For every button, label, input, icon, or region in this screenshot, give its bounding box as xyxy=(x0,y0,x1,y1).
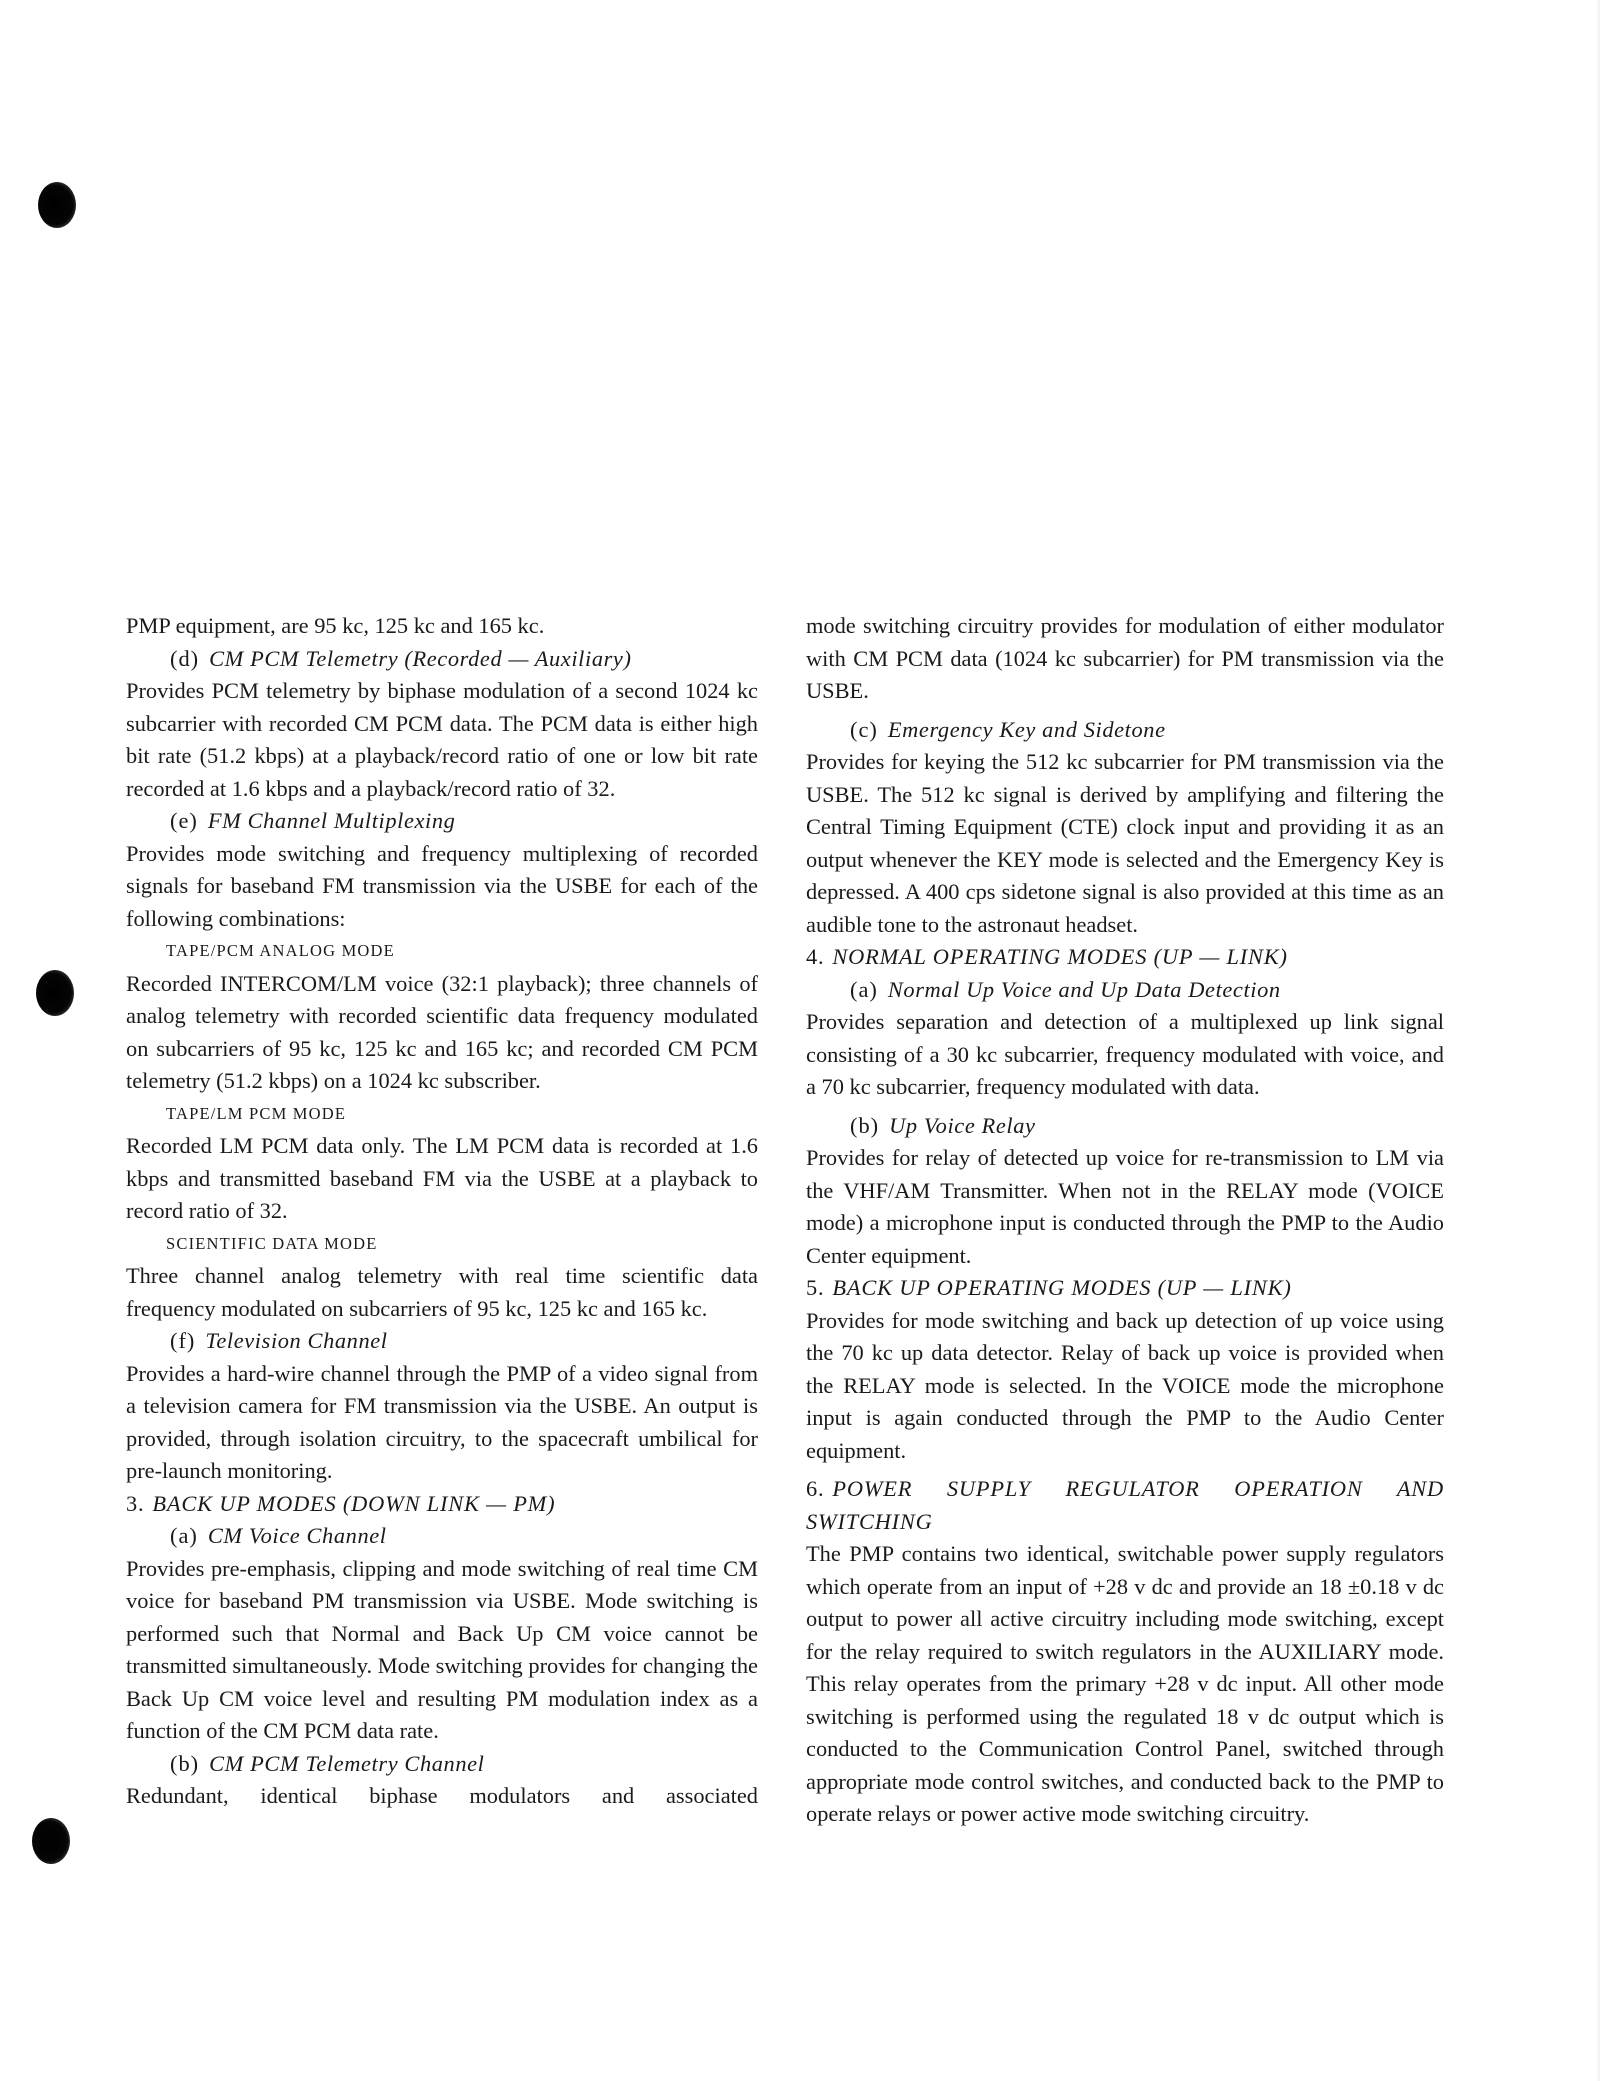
mode-heading-scientific-data: SCIENTIFIC DATA MODE xyxy=(166,1233,378,1253)
right-column xyxy=(806,610,1444,1831)
paragraph-3b-continued: mode switching circuitry provides for modulation of either modulator with CM PCM data (1024 kc subcarrier) for PM transmission via the USBE. xyxy=(806,613,1444,703)
mode-heading-tape-pcm-analog: TAPE/PCM ANALOG MODE xyxy=(166,941,395,960)
section-heading-4 xyxy=(806,941,1444,974)
subsection-heading-4a xyxy=(806,974,1444,1007)
subsection-heading-3c xyxy=(806,714,1444,747)
subsection-label: (a) xyxy=(850,976,878,1002)
binder-hole-bottom xyxy=(32,1818,70,1864)
subsection-heading-f xyxy=(126,1325,758,1358)
subsection-heading-3b xyxy=(126,1748,758,1781)
left-column xyxy=(126,610,758,1813)
subsection-title: Television Channel xyxy=(205,1328,388,1353)
section-number: 6. xyxy=(806,1476,825,1501)
section-number: 3. xyxy=(126,1490,145,1516)
paragraph-4a: Provides separation and detection of a multiplexed up link signal consisting of a 30 kc subcarrier, frequency modulated with voice, and a 70 kc subcarrier, frequency modulated with data. xyxy=(806,1009,1444,1099)
subsection-label: (d) xyxy=(170,645,200,671)
intro-line: PMP equipment, are 95 kc, 125 kc and 165 kc. xyxy=(126,613,545,638)
subsection-title: CM Voice Channel xyxy=(207,1523,387,1548)
paragraph-scientific-data: Three channel analog telemetry with real time scientific data frequency modulated on subcarriers of 95 kc, 125 kc and 165 kc. xyxy=(126,1263,758,1321)
subsection-heading-4b xyxy=(806,1110,1444,1143)
paragraph-tape-pcm-analog: Recorded INTERCOM/LM voice (32:1 playback); three channels of analog telemetry with recorded scientific data frequency modulated on subcarriers of 95 kc, 125 kc and 165 kc; and recorded CM PCM telemetry (51.2 kbps) on a 1024 kc subscriber. xyxy=(126,970,758,1093)
page-edge xyxy=(1596,0,1600,2081)
paragraph-5: Provides for mode switching and back up detection of up voice using the 70 kc up data detector. Relay of back up voice is provided when the RELAY mode is selected. In the VOICE mode the microphone input is again conducted through the PMP to the Audio Center equipment. xyxy=(806,1307,1444,1463)
subsection-label: (b) xyxy=(170,1750,200,1776)
subsection-heading-e xyxy=(126,805,758,838)
section-heading-6 xyxy=(806,1473,1444,1538)
section-number: 4. xyxy=(806,944,825,969)
subsection-label: (b) xyxy=(850,1112,880,1138)
subsection-title: Emergency Key and Sidetone xyxy=(887,716,1166,742)
section-number: 5. xyxy=(806,1275,825,1300)
mode-heading-tape-lm-pcm: TAPE/LM PCM MODE xyxy=(166,1103,347,1123)
paragraph-4b: Provides for relay of detected up voice for re-transmission to LM via the VHF/AM Transmitter. When not in the RELAY mode (VOICE mode) a microphone input is conducted through the PMP to the Audio Center equipment. xyxy=(806,1145,1444,1268)
paragraph-tape-lm-pcm: Recorded LM PCM data only. The LM PCM data is recorded at 1.6 kbps and transmitted baseband FM via the USBE at a playback to record ratio of 32. xyxy=(126,1133,758,1223)
subsection-heading-3a xyxy=(126,1520,758,1553)
binder-hole-middle xyxy=(36,970,74,1016)
subsection-heading-d xyxy=(126,643,758,676)
section-title: BACK UP OPERATING MODES (UP — LINK) xyxy=(832,1275,1292,1300)
subsection-label: (e) xyxy=(170,808,198,833)
paragraph-3b-start: Redundant, identical biphase modulators and associated xyxy=(126,1783,758,1808)
binder-hole-top xyxy=(38,182,76,228)
subsection-title: CM PCM Telemetry (Recorded — Auxiliary) xyxy=(209,645,632,671)
paragraph-3c: Provides for keying the 512 kc subcarrier for PM transmission via the USBE. The 512 kc signal is derived by amplifying and filtering the Central Timing Equipment (CTE) clock input and providing it as an output whenever the KEY mode is selected and the Emergency Key is depressed. A 400 cps sidetone signal is also provided at this time as an audible tone to the astronaut headset. xyxy=(806,749,1444,937)
paragraph-d: Provides PCM telemetry by biphase modulation of a second 1024 kc subcarrier with recorded CM PCM data. The PCM data is either high bit rate (51.2 kbps) at a playback/record ratio of one or low bit rate recorded at 1.6 kbps and a playback/record ratio of 32. xyxy=(126,678,758,801)
subsection-label: (a) xyxy=(170,1523,198,1548)
section-heading-5 xyxy=(806,1272,1444,1305)
subsection-title: CM PCM Telemetry Channel xyxy=(209,1750,485,1776)
paragraph-3a: Provides pre-emphasis, clipping and mode switching of real time CM voice for baseband PM transmission via USBE. Mode switching is performed such that Normal and Back Up CM voice cannot be transmitted simultaneously. Mode switching provides for changing the Back Up CM voice level and resulting PM modulation index as a function of the CM PCM data rate. xyxy=(126,1555,758,1743)
section-title: POWER SUPPLY REGULATOR OPERATION AND SWITCHING xyxy=(806,1476,1444,1534)
section-title: BACK UP MODES (DOWN LINK — PM) xyxy=(152,1490,556,1516)
paragraph-6: The PMP contains two identical, switchable power supply regulators which operate from an input of +28 v dc and provide an 18 ±0.18 v dc output to power all active circuitry including mode switching, except for the relay required to switch regulators in the AUXILIARY mode. This relay operates from the primary +28 v dc input. All other mode switching is performed using the regulated 18 v dc output which is conducted to the Communication Control Panel, switched through appropriate mode control switches, and conducted back to the PMP to operate relays or power active mode switching circuitry. xyxy=(806,1541,1444,1826)
section-title: NORMAL OPERATING MODES (UP — LINK) xyxy=(832,944,1288,969)
subsection-label: (c) xyxy=(850,716,878,742)
section-heading-3 xyxy=(126,1488,758,1521)
subsection-title: FM Channel Multiplexing xyxy=(207,808,456,833)
subsection-title: Up Voice Relay xyxy=(889,1112,1036,1138)
subsection-title: Normal Up Voice and Up Data Detection xyxy=(887,976,1281,1002)
paragraph-f: Provides a hard-wire channel through the PMP of a video signal from a television camera for FM transmission via the USBE. An output is provided, through isolation circuitry, to the spacecraft umbilical for pre-launch monitoring. xyxy=(126,1360,758,1483)
paragraph-e: Provides mode switching and frequency multiplexing of recorded signals for baseband FM transmission via the USBE for each of the following combinations: xyxy=(126,840,758,931)
subsection-label: (f) xyxy=(170,1328,196,1353)
